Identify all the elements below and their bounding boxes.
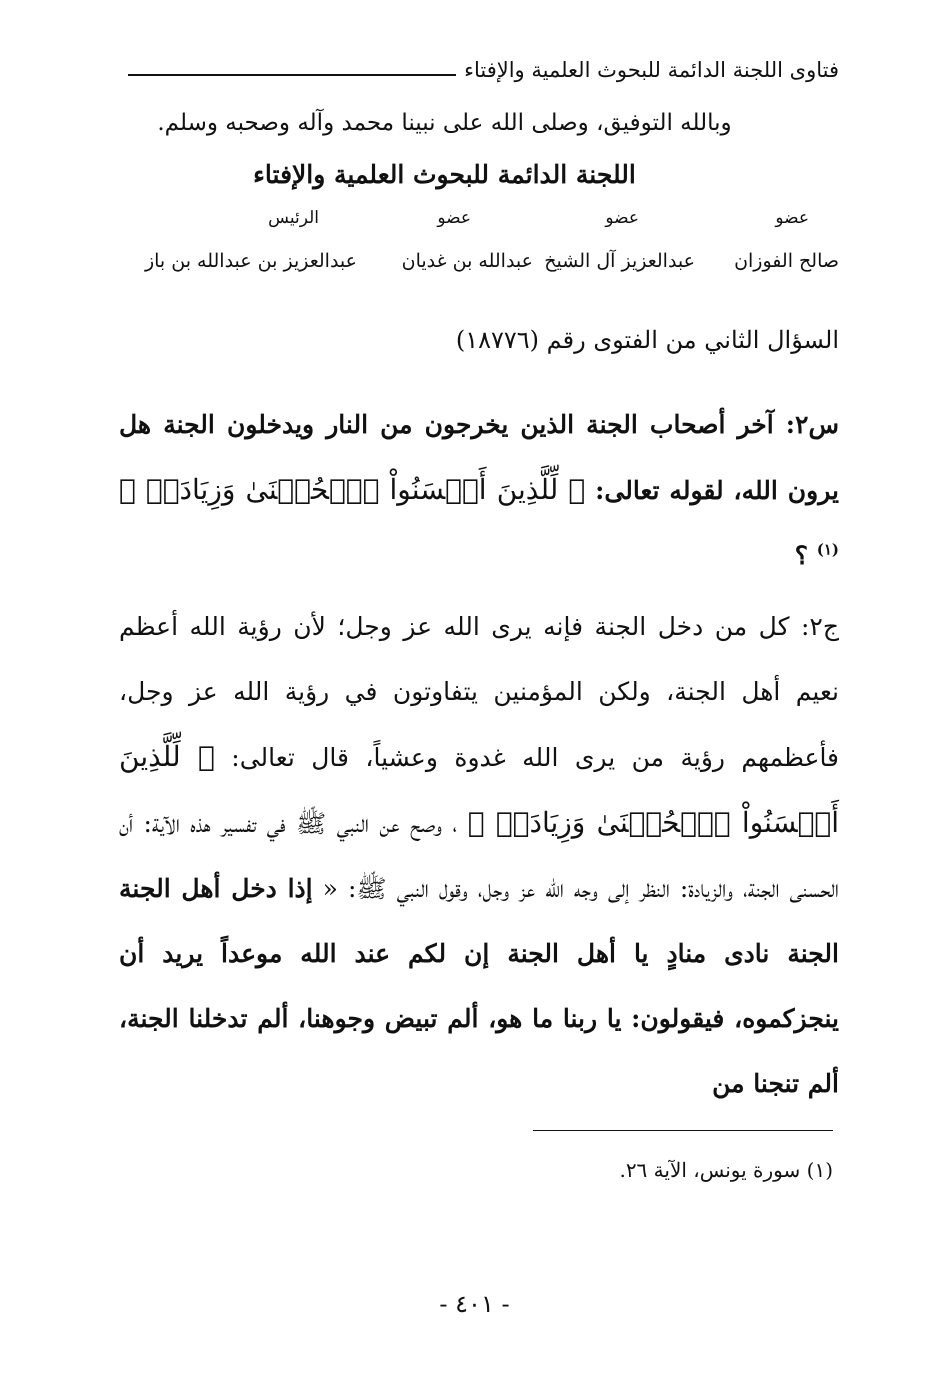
fatwa-body xyxy=(119,392,839,1116)
running-header-title: فتاوى اللجنة الدائمة للبحوث العلمية والإفتاء xyxy=(464,58,839,82)
member-role: عضو xyxy=(437,208,471,228)
signature-names xyxy=(120,250,839,280)
question-paragraph xyxy=(119,392,839,588)
fatwa-reference: السؤال الثاني من الفتوى رقم (١٨٧٧٦) xyxy=(455,326,839,354)
member-name: صالح الفوزان xyxy=(734,250,839,272)
closing-line: وبالله التوفيق، وصلى الله على نبينا محمد وآله وصحبه وسلم. xyxy=(157,110,732,136)
header-rule xyxy=(128,74,456,76)
question-text: س٢: آخر أصحاب الجنة الذين يخرجون من النار ويدخلون الجنة هل يرون الله، لقوله تعالى: xyxy=(119,410,839,505)
member-role: عضو xyxy=(605,208,639,228)
footnote: (١) سورة يونس، الآية ٢٦. xyxy=(619,1158,833,1182)
chairman-name: عبدالعزيز بن عبدالله بن باز xyxy=(144,250,357,272)
answer-text-continued: ، وصح عن النبي ﷺ في تفسير هذه الآية: أن الحسنى الجنة، والزيادة: النظر إلى وجه الله عز وجل، وقول النبي ﷺ: « xyxy=(119,809,839,903)
footnote-marker: (١) xyxy=(816,540,839,559)
footnote-divider xyxy=(533,1130,833,1131)
signature-roles xyxy=(120,208,839,238)
quran-verse: ﴿ لِّلَّذِينَ أَحۡسَنُواْ ٱلۡحُسۡنَىٰ وَزِيَادَةٞ ﴾ xyxy=(119,473,586,506)
answer-paragraph xyxy=(119,594,839,1116)
committee-title: اللجنة الدائمة للبحوث العلمية والإفتاء xyxy=(253,160,636,189)
member-name: عبدالله بن غديان xyxy=(401,250,533,272)
question-mark: ؟ xyxy=(794,541,808,570)
hadith-text: إذا دخل أهل الجنة الجنة نادى منادٍ يا أهل الجنة إن لكم عند الله موعداً يريد أن ينجزكموه، فيقولون: يا ربنا ما هو، ألم تبيض وجوهنا، ألم تدخلنا الجنة، ألم تنجنا من xyxy=(119,874,839,1098)
member-name: عبدالعزيز آل الشيخ xyxy=(544,250,695,272)
chairman-role: الرئيس xyxy=(268,208,319,228)
running-header xyxy=(128,58,839,82)
member-role: عضو xyxy=(775,208,809,228)
quran-verse: ﴿ لِّلَّذِينَ أَحۡسَنُواْ ٱلۡحُسۡنَىٰ وَزِيَادَةٞ ﴾ xyxy=(119,740,839,839)
answer-text: ج٢: كل من دخل الجنة فإنه يرى الله عز وجل؛ لأن رؤية الله أعظم نعيم أهل الجنة، ولكن المؤمنين يتفاوتون في رؤية الله عز وجل، فأعظمهم رؤية من يرى الله غدوة وعشياً، قال تعالى: xyxy=(119,612,840,772)
page-number: - ٤٠١ - xyxy=(439,1290,510,1318)
